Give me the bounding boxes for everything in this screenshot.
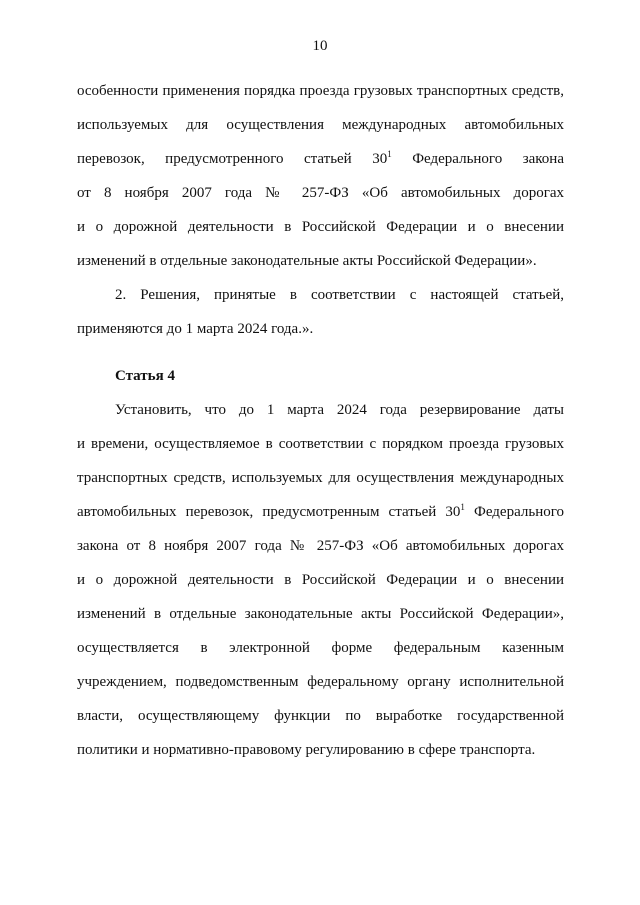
text-line: и о дорожной деятельности в Российской Федерации и о внесении [77, 219, 564, 235]
text-segment: перевозок, предусмотренного статьей 30 [77, 151, 388, 167]
text-line: 2. Решения, принятые в соответствии с настоящей статьей, [115, 287, 564, 303]
paragraph-3 [77, 393, 564, 767]
document-body [77, 74, 564, 767]
text-line: учреждением, подведомственным федеральному органу исполнительной [77, 674, 564, 690]
text-line [77, 495, 564, 529]
text-line: закона от 8 ноября 2007 года № 257-ФЗ «Об автомобильных дорогах [77, 538, 564, 554]
superscript: 1 [387, 149, 392, 159]
superscript: 1 [460, 502, 465, 512]
text-line: изменений в отдельные законодательные акты Российской Федерации», [77, 606, 564, 622]
text-line: применяются до 1 марта 2024 года.». [77, 321, 314, 337]
text-line: власти, осуществляющему функции по выработке государственной [77, 708, 564, 724]
text-line: транспортных средств, используемых для осуществления международных [77, 470, 564, 486]
text-line: особенности применения порядка проезда грузовых транспортных средств, [77, 83, 564, 99]
paragraph-1 [77, 74, 564, 278]
paragraph-2 [77, 278, 564, 346]
text-line: и времени, осуществляемое в соответствии с порядком проезда грузовых [77, 436, 564, 452]
page-number: 10 [312, 38, 328, 54]
article-heading: Статья 4 [115, 368, 175, 384]
text-segment: автомобильных перевозок, предусмотренным статьей 30 [77, 504, 461, 520]
text-line: изменений в отдельные законодательные акты Российской Федерации». [77, 253, 537, 269]
text-line: и о дорожной деятельности в Российской Федерации и о внесении [77, 572, 564, 588]
text-segment: Федерального закона [391, 151, 564, 167]
text-line: используемых для осуществления международных автомобильных [77, 117, 564, 133]
text-line: осуществляется в электронной форме федеральным казенным [77, 640, 564, 656]
text-line: политики и нормативно-правовому регулированию в сфере транспорта. [77, 742, 536, 758]
text-segment: Федерального [464, 504, 564, 520]
text-line: от 8 ноября 2007 года № 257-ФЗ «Об автомобильных дорогах [77, 185, 564, 201]
text-line [77, 142, 564, 176]
text-line: Установить, что до 1 марта 2024 года резервирование даты [115, 402, 564, 418]
